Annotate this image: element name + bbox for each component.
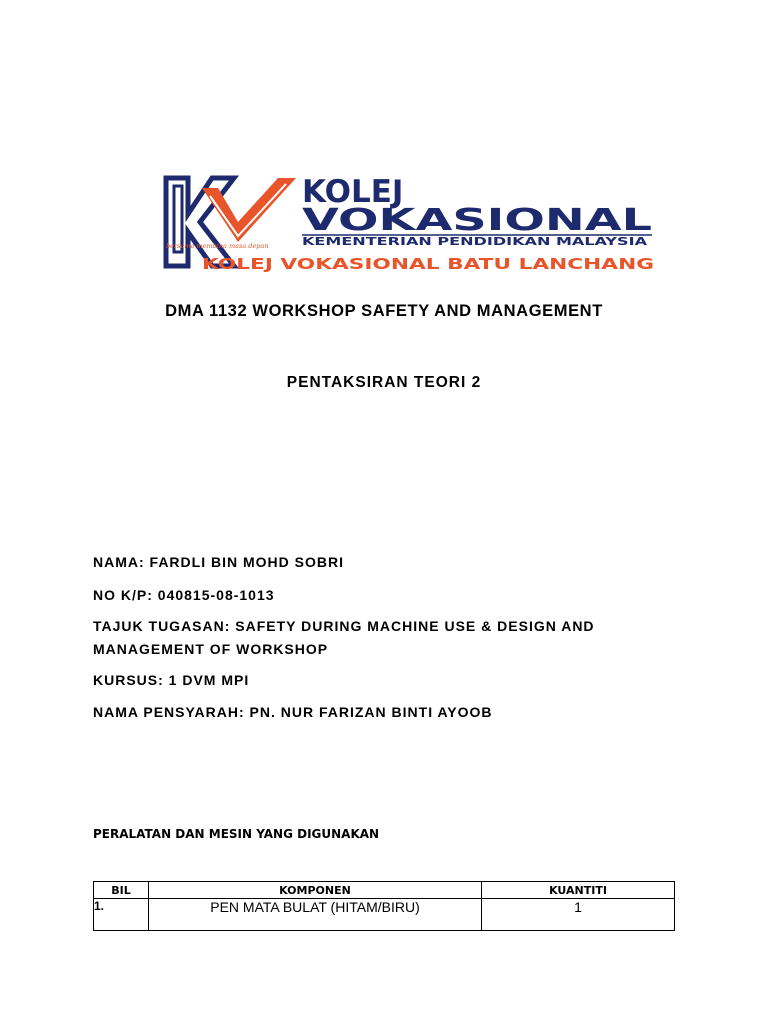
k-emblem-icon: [166, 178, 296, 266]
course-name: KURSUS: 1 DVM MPI: [93, 672, 250, 688]
header-kuantiti: KUANTITI: [482, 882, 675, 899]
logo-line3: KEMENTERIAN PENDIDIKAN MALAYSIA: [302, 236, 649, 248]
equipment-table: [93, 881, 675, 931]
cell-kuantiti: 1: [482, 899, 675, 931]
equipment-heading: PERALATAN DAN MESIN YANG DIGUNAKAN: [93, 827, 380, 841]
logo-tagline: bersama membina masa depan: [166, 242, 269, 250]
logo-line1: KOLEJ: [302, 174, 404, 210]
table-row: [94, 899, 675, 931]
college-logo: [160, 170, 660, 275]
logo-line2: VOKASIONAL: [302, 203, 652, 238]
header-bil: BIL: [94, 882, 149, 899]
lecturer-name: NAMA PENSYARAH: PN. NUR FARIZAN BINTI AYOOB: [93, 704, 493, 720]
student-ic: NO K/P: 040815-08-1013: [93, 587, 275, 603]
table-header-row: [94, 882, 675, 899]
cell-komponen: PEN MATA BULAT (HITAM/BIRU): [149, 899, 482, 931]
header-komponen: KOMPONEN: [149, 882, 482, 899]
logo-college-name: KOLEJ VOKASIONAL BATU LANCHANG: [202, 255, 654, 273]
assignment-title: TAJUK TUGASAN: SAFETY DURING MACHINE USE & DESIGN AND MANAGEMENT OF WORKSHOP: [93, 618, 595, 657]
student-name: NAMA: FARDLI BIN MOHD SOBRI: [93, 554, 344, 570]
course-title: DMA 1132 WORKSHOP SAFETY AND MANAGEMENT: [165, 302, 603, 320]
cell-bil: 1.: [94, 899, 149, 931]
assessment-title: PENTAKSIRAN TEORI 2: [286, 374, 482, 391]
